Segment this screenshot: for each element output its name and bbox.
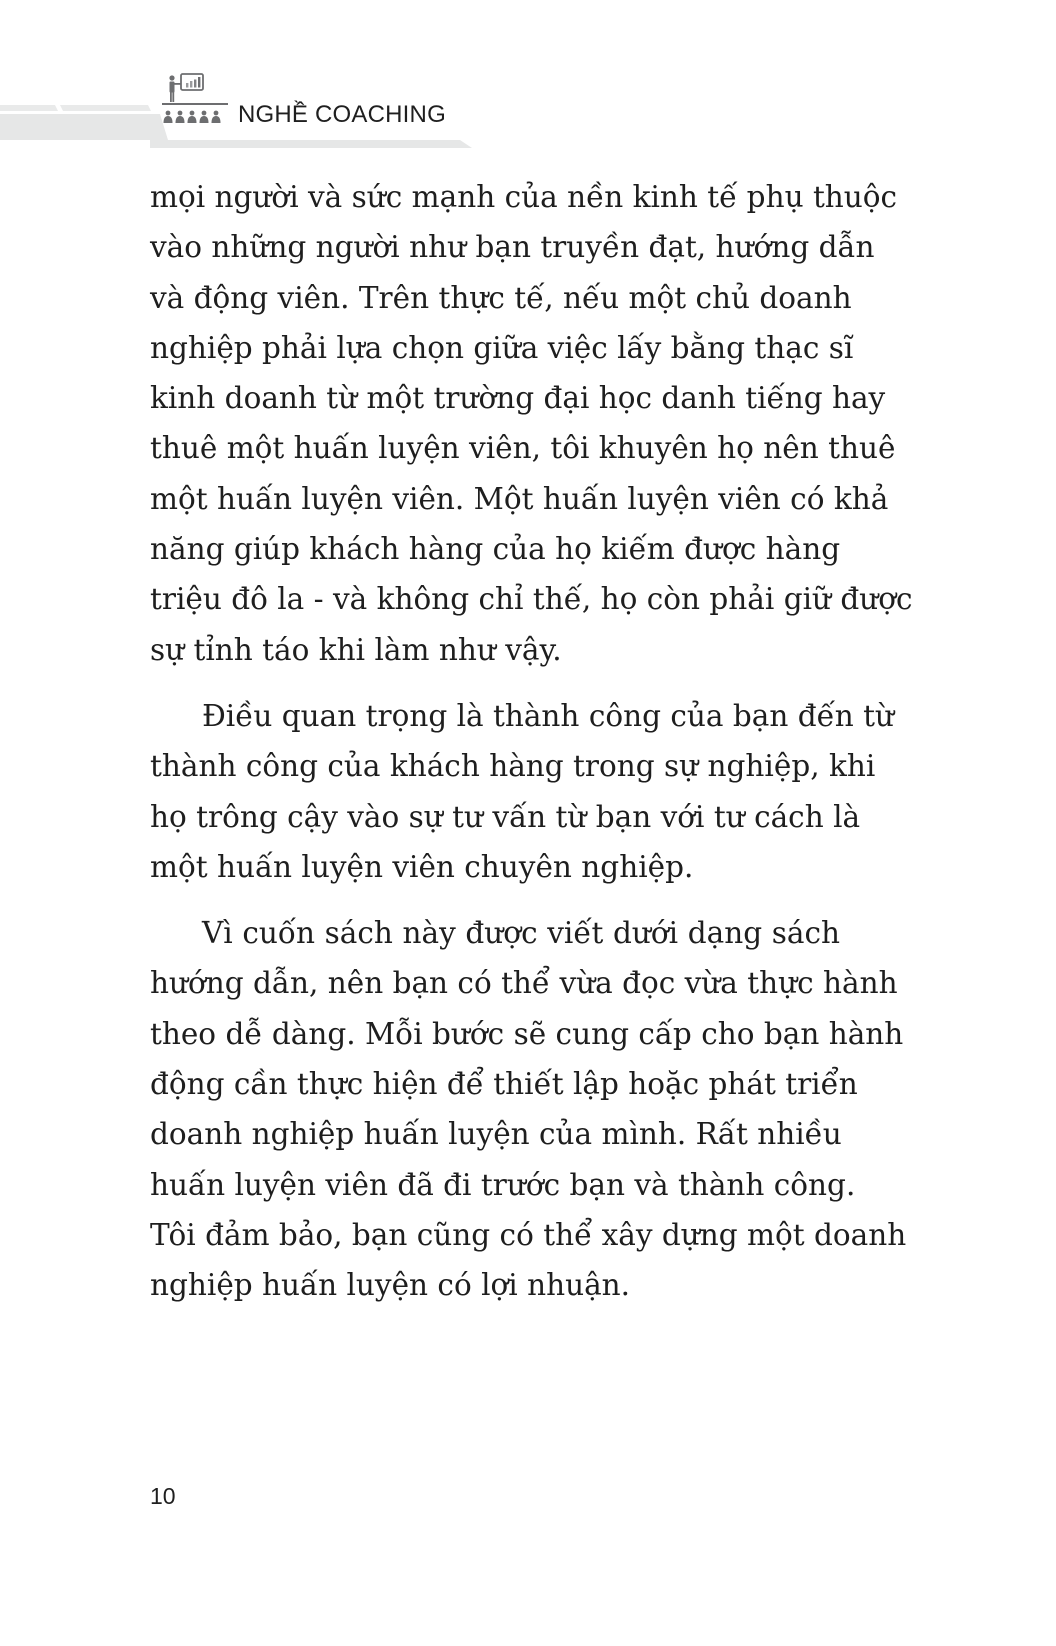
paragraph-3 (150, 908, 907, 1310)
text-line: mọi người và sức mạnh của nền kinh tế phụ thuộc (150, 180, 898, 214)
running-header-title: NGHỀ COACHING (238, 101, 446, 128)
text-line: Vì cuốn sách này được viết dưới dạng sách (202, 916, 840, 951)
text-line: thuê một huấn luyện viên, tôi khuyên họ nên thuê (150, 431, 896, 466)
text-line: theo dễ dàng. Mỗi bước sẽ cung cấp cho bạn hành (150, 1016, 904, 1051)
header-band (0, 68, 1056, 148)
page-number: 10 (150, 1483, 176, 1509)
text-line: và động viên. Trên thực tế, nếu một chủ doanh (150, 280, 852, 315)
text-line: vào những người như bạn truyền đạt, hướng dẫn (150, 230, 875, 265)
text-line: một huấn luyện viên chuyên nghiệp. (150, 849, 694, 884)
body-text (150, 172, 913, 1327)
text-line: nghiệp phải lựa chọn giữa việc lấy bằng thạc sĩ (150, 330, 854, 365)
text-line: năng giúp khách hàng của họ kiếm được hàng (150, 532, 841, 567)
text-line: kinh doanh từ một trường đại học danh tiếng hay (150, 381, 886, 416)
presenter-with-chart-and-audience-icon (160, 72, 230, 134)
text-line: Điều quan trọng là thành công của bạn đến từ (202, 698, 894, 733)
text-line: huấn luyện viên đã đi trước bạn và thành công. (150, 1167, 856, 1202)
text-line: triệu đô la - và không chỉ thế, họ còn phải giữ được (150, 582, 913, 617)
text-line: doanh nghiệp huấn luyện của mình. Rất nhiều (150, 1117, 842, 1152)
running-header (0, 68, 1056, 148)
text-line: sự tỉnh táo khi làm như vậy. (150, 632, 562, 667)
paragraph-1 (150, 172, 913, 675)
text-line: hướng dẫn, nên bạn có thể vừa đọc vừa thực hành (150, 966, 898, 1001)
text-line: động cần thực hiện để thiết lập hoặc phát triển (150, 1067, 858, 1102)
text-line: một huấn luyện viên. Một huấn luyện viên có khả (150, 481, 889, 516)
text-line: thành công của khách hàng trong sự nghiệp, khi (150, 749, 876, 784)
paragraph-2 (150, 691, 894, 892)
text-line: nghiệp huấn luyện có lợi nhuận. (150, 1268, 631, 1303)
text-line: họ trông cậy vào sự tư vấn từ bạn với tư cách là (150, 799, 861, 834)
text-line: Tôi đảm bảo, bạn cũng có thể xây dựng một doanh (150, 1217, 907, 1252)
